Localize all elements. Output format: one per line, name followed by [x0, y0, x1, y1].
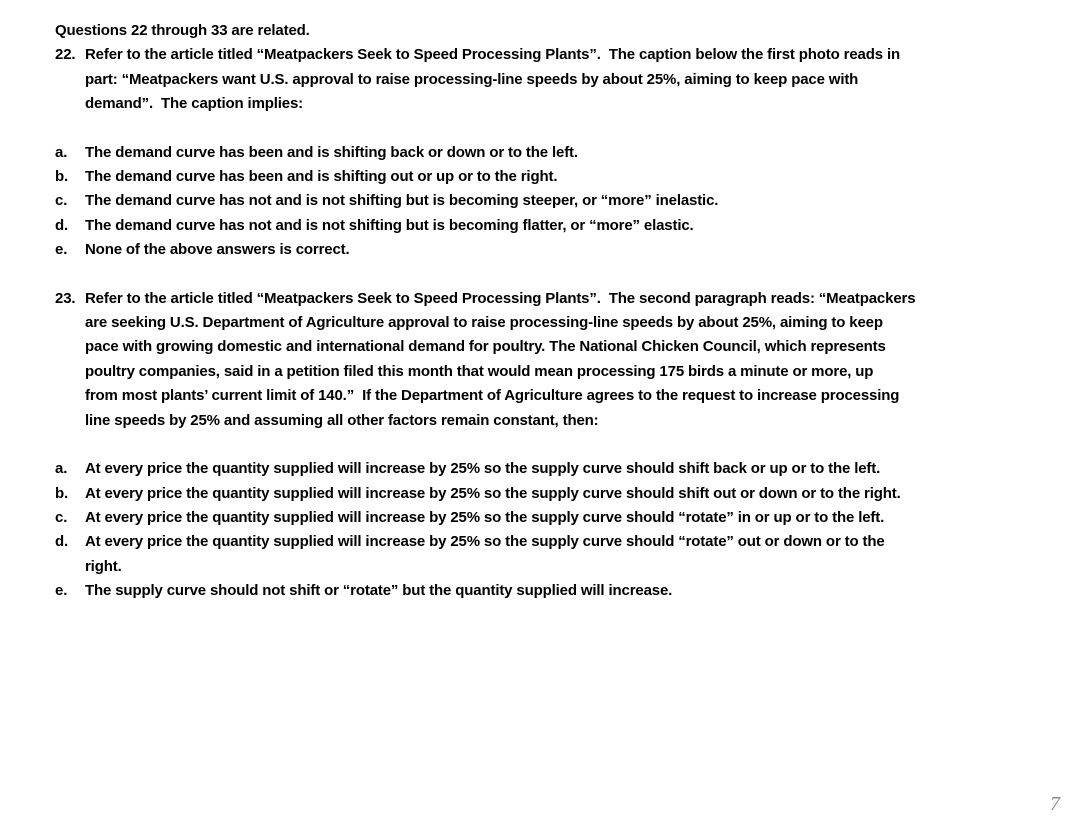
- hanging-indent: [55, 335, 85, 359]
- question-23-text: Refer to the article titled “Meatpackers Seek to Speed Processing Plants”. The second paragraph reads: “Meatpackers: [85, 289, 916, 307]
- question-23-text: from most plants’ current limit of 140.” If the Department of Agriculture agrees to the request to increase processing: [85, 387, 900, 405]
- option-letter: a.: [55, 143, 68, 161]
- option-row: [55, 165, 1074, 189]
- question-23-line: [55, 311, 1074, 335]
- question-22-text: demand”. The caption implies:: [85, 95, 304, 113]
- question-22-text: Refer to the article titled “Meatpackers Seek to Speed Processing Plants”. The caption below the first photo reads in: [85, 46, 900, 64]
- spacer: [55, 433, 1074, 457]
- question-23-line: [55, 287, 1074, 311]
- question-22-line: [55, 68, 1074, 92]
- question-23-text: pace with growing domestic and international demand for poultry. The National Chicken Council, which represents: [85, 338, 886, 356]
- hanging-indent: [55, 311, 85, 335]
- option-letter: c.: [55, 192, 68, 210]
- hanging-indent: [55, 68, 85, 92]
- option-text: At every price the quantity supplied will increase by 25% so the supply curve should shift back or up or to the left.: [85, 460, 881, 478]
- question-23-text: poultry companies, said in a petition filed this month that would mean processing 175 birds a minute or more, up: [85, 362, 874, 380]
- question-23-number: 23.: [55, 289, 76, 307]
- option-letter: b.: [55, 484, 69, 502]
- option-text: The demand curve has not and is not shifting but is becoming steeper, or “more” inelastic.: [85, 192, 719, 210]
- option-row: [55, 555, 1074, 579]
- option-row: [55, 482, 1074, 506]
- option-letter: e.: [55, 241, 68, 259]
- option-text: At every price the quantity supplied will increase by 25% so the supply curve should shift out or down or to the right.: [85, 484, 901, 502]
- spacer: [55, 116, 1074, 140]
- question-22-number: 22.: [55, 46, 76, 64]
- question-23-line: [55, 335, 1074, 359]
- question-23-line: [55, 360, 1074, 384]
- hanging-indent: [55, 92, 85, 116]
- page-number: 7: [1050, 793, 1060, 815]
- option-text: The supply curve should not shift or “rotate” but the quantity supplied will increase.: [85, 581, 673, 599]
- option-text: None of the above answers is correct.: [85, 241, 350, 259]
- option-letter: a.: [55, 460, 68, 478]
- question-22-line: [55, 43, 1074, 67]
- hanging-indent: [55, 360, 85, 384]
- hanging-indent: [55, 384, 85, 408]
- option-row: [55, 141, 1074, 165]
- option-row: [55, 238, 1074, 262]
- hanging-indent: [55, 409, 85, 433]
- option-text: The demand curve has not and is not shifting but is becoming flatter, or “more” elastic.: [85, 216, 694, 234]
- intro-line: [55, 19, 1074, 43]
- option-row: [55, 214, 1074, 238]
- question-23-line: [55, 409, 1074, 433]
- spacer: [55, 262, 1074, 286]
- option-text: The demand curve has been and is shifting out or up or to the right.: [85, 168, 558, 186]
- hanging-indent: [55, 555, 85, 579]
- option-letter: e.: [55, 581, 68, 599]
- option-text: At every price the quantity supplied will increase by 25% so the supply curve should “rotate” out or down or to the: [85, 533, 885, 551]
- option-row: [55, 579, 1074, 603]
- question-22-line: [55, 92, 1074, 116]
- option-text: The demand curve has been and is shifting back or down or to the left.: [85, 143, 578, 161]
- option-row: [55, 530, 1074, 554]
- question-23-text: line speeds by 25% and assuming all other factors remain constant, then:: [85, 411, 599, 429]
- option-letter: d.: [55, 533, 69, 551]
- option-row: [55, 457, 1074, 481]
- option-row: [55, 506, 1074, 530]
- option-letter: b.: [55, 168, 69, 186]
- option-letter: d.: [55, 216, 69, 234]
- option-letter: c.: [55, 508, 68, 526]
- option-row: [55, 189, 1074, 213]
- option-text: At every price the quantity supplied will increase by 25% so the supply curve should “rotate” in or up or to the left.: [85, 508, 885, 526]
- question-22-text: part: “Meatpackers want U.S. approval to raise processing-line speeds by about 25%, aiming to keep pace with: [85, 70, 859, 88]
- intro-text: Questions 22 through 33 are related.: [55, 22, 310, 39]
- option-text: right.: [85, 557, 122, 575]
- question-23-line: [55, 384, 1074, 408]
- question-23-text: are seeking U.S. Department of Agriculture approval to raise processing-line speeds by about 25%, aiming to keep: [85, 314, 883, 332]
